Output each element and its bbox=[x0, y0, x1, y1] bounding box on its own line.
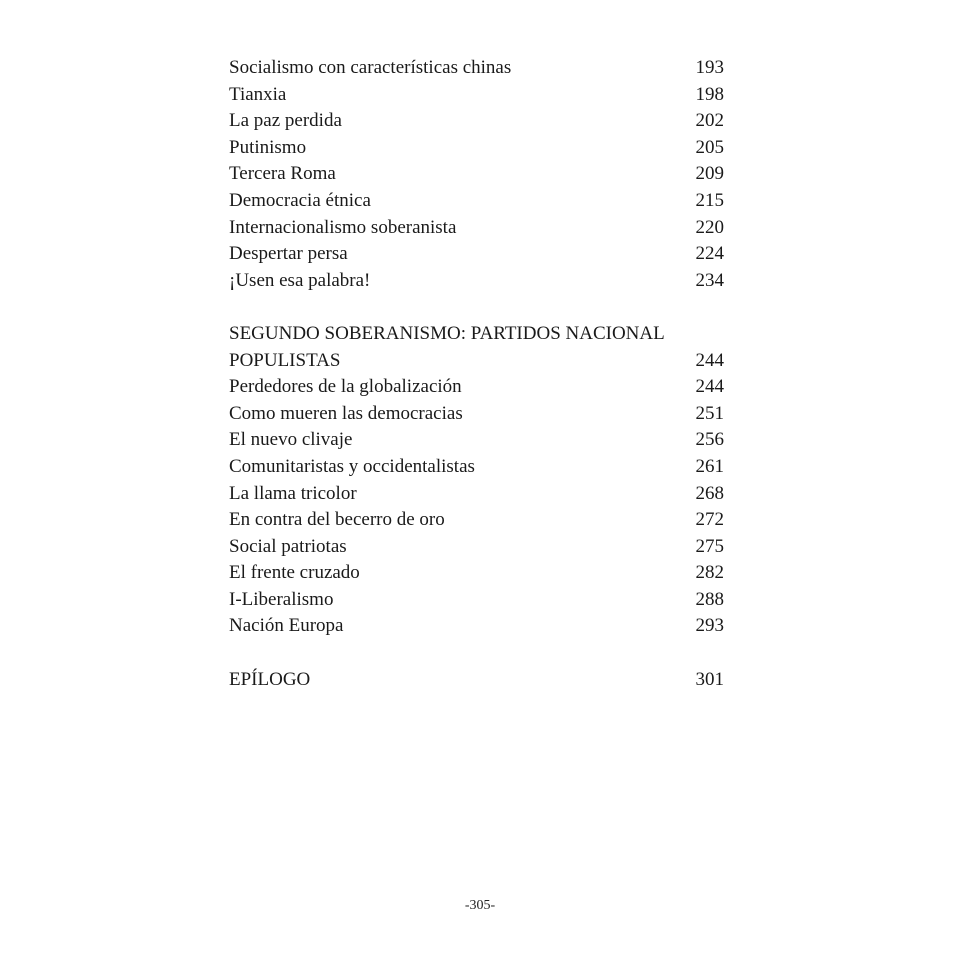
toc-entry-title: Como mueren las democracias bbox=[229, 402, 463, 424]
toc-entry bbox=[229, 560, 724, 587]
toc-entry bbox=[229, 587, 724, 614]
section-heading-line1 bbox=[229, 321, 724, 348]
toc-entry bbox=[229, 188, 724, 215]
toc-entry-title: EPÍLOGO bbox=[229, 668, 311, 690]
toc-page-number: 301 bbox=[695, 668, 724, 690]
toc-entry bbox=[229, 161, 724, 188]
toc-entry bbox=[229, 481, 724, 508]
toc-entry bbox=[229, 534, 724, 561]
toc-page-number: 244 bbox=[695, 376, 724, 398]
toc-entry-title: La llama tricolor bbox=[229, 482, 357, 504]
toc-entry-title: Social patriotas bbox=[229, 535, 347, 557]
toc-entry bbox=[229, 55, 724, 82]
toc-page-number: 234 bbox=[695, 269, 724, 291]
toc-page-number: 251 bbox=[695, 402, 724, 424]
toc-entry bbox=[229, 241, 724, 268]
toc-entry-title: ¡Usen esa palabra! bbox=[229, 269, 371, 291]
toc-entry bbox=[229, 108, 724, 135]
toc-entry-title: Socialismo con características chinas bbox=[229, 57, 512, 78]
toc-entry bbox=[229, 454, 724, 481]
toc-page-number: 272 bbox=[695, 509, 724, 531]
section-heading-text: POPULISTAS bbox=[229, 349, 341, 371]
toc-entry-title: Tianxia bbox=[229, 83, 287, 105]
toc-entry-epilogue bbox=[229, 667, 724, 694]
toc-entry-title: El frente cruzado bbox=[229, 562, 360, 584]
toc-entry-title: El nuevo clivaje bbox=[229, 429, 353, 451]
toc-page-number: 205 bbox=[695, 136, 724, 158]
section-heading-line2 bbox=[229, 348, 724, 375]
toc-page-number: 193 bbox=[695, 57, 724, 78]
toc-entry bbox=[229, 613, 724, 640]
toc-page-number: 293 bbox=[695, 615, 724, 637]
toc-entry bbox=[229, 135, 724, 162]
toc-entry-title: Nación Europa bbox=[229, 615, 344, 637]
toc-page-number: 288 bbox=[695, 588, 724, 610]
toc-page-number: 198 bbox=[695, 83, 724, 105]
toc-entry-title: Internacionalismo soberanista bbox=[229, 216, 457, 238]
toc-entry-title: Perdedores de la globalización bbox=[229, 376, 462, 398]
page-number-footer: -305- bbox=[464, 898, 496, 913]
toc-group-2 bbox=[229, 374, 724, 640]
spacer bbox=[229, 294, 724, 321]
toc-entry-title: Putinismo bbox=[229, 136, 307, 158]
toc-entry-title: En contra del becerro de oro bbox=[229, 509, 445, 531]
toc-entry bbox=[229, 82, 724, 109]
toc-entry bbox=[229, 507, 724, 534]
toc-entry bbox=[229, 215, 724, 242]
toc-page-number: 220 bbox=[695, 216, 724, 238]
toc-page-number: 268 bbox=[695, 482, 724, 504]
table-of-contents bbox=[229, 55, 724, 693]
toc-entry-title: La paz perdida bbox=[229, 110, 342, 132]
toc-page-number: 256 bbox=[695, 429, 724, 451]
spacer bbox=[229, 640, 724, 667]
toc-group-1 bbox=[229, 55, 724, 294]
toc-page-number: 261 bbox=[695, 455, 724, 477]
toc-page-number: 209 bbox=[695, 163, 724, 185]
toc-entry bbox=[229, 427, 724, 454]
toc-entry-title: Democracia étnica bbox=[229, 189, 371, 211]
section-heading-text: SEGUNDO SOBERANISMO: PARTIDOS NACIONAL bbox=[229, 322, 665, 344]
toc-entry-title: Tercera Roma bbox=[229, 163, 336, 185]
toc-entry bbox=[229, 268, 724, 295]
toc-page-number: 244 bbox=[695, 349, 724, 371]
toc-entry-title: I-Liberalismo bbox=[229, 588, 334, 610]
toc-entry-title: Despertar persa bbox=[229, 243, 348, 265]
toc-page-number: 224 bbox=[695, 243, 724, 265]
toc-entry bbox=[229, 401, 724, 428]
toc-entry bbox=[229, 374, 724, 401]
toc-page-number: 275 bbox=[695, 535, 724, 557]
toc-page-number: 282 bbox=[695, 562, 724, 584]
toc-page-number: 215 bbox=[695, 189, 724, 211]
toc-page-number: 202 bbox=[695, 110, 724, 132]
toc-entry-title: Comunitaristas y occidentalistas bbox=[229, 455, 475, 477]
